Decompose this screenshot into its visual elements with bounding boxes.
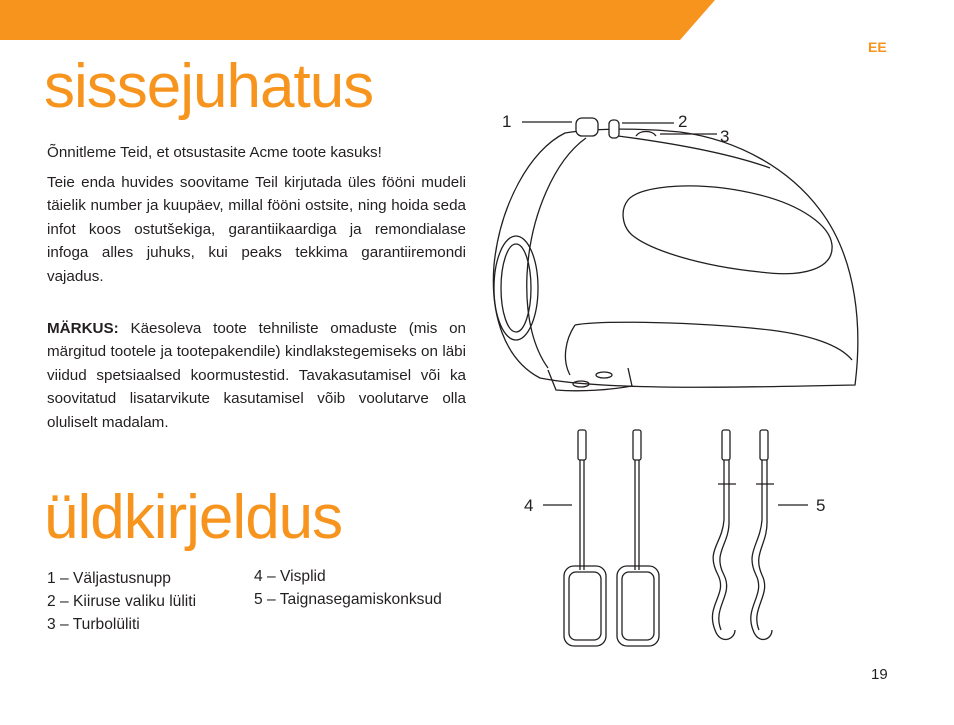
- part-item: 3 – Turbolüliti: [47, 616, 140, 633]
- part-item: 4 – Visplid: [254, 568, 326, 585]
- note-text: Käesoleva toote tehniliste omaduste (mis on märgitud tootele ja tootepakendile) kindlakstegemiseks on läbi viidud spetsiaalsed koormustestid. Tavakasutamisel või ka soovitatud lisatarvikute kasutamisel võib voolutarve olla oluliselt madalam.: [47, 320, 466, 431]
- language-code: EE: [868, 39, 887, 55]
- intro-paragraph-2: Teie enda huvides soovitame Teil kirjutada üles fööni mudeli täielik number ja kuupäev, millal fööni ostsite, ning hoida seda infot koos ostutšekiga, garantiikaardiga ja remondialase infoga alles juhuks, kui peaks tekkima garantiiremondi vajadus.: [47, 174, 466, 285]
- callout-1: 1: [502, 112, 512, 131]
- callout-5: 5: [816, 496, 826, 515]
- callout-3: 3: [720, 127, 730, 146]
- note-label: MÄRKUS:: [47, 320, 119, 337]
- page-number: 19: [871, 666, 888, 683]
- whisk-pair: [564, 430, 659, 646]
- callout-4: 4: [524, 496, 534, 515]
- intro-title: sissejuhatus: [44, 52, 374, 121]
- overview-title: üldkirjeldus: [44, 483, 343, 552]
- part-item: 5 – Taignasegamiskonksud: [254, 591, 442, 608]
- callout-2: 2: [678, 112, 688, 131]
- part-item: 1 – Väljastusnupp: [47, 570, 171, 587]
- part-item: 2 – Kiiruse valiku lüliti: [47, 593, 197, 610]
- intro-paragraph-1: Õnnitleme Teid, et otsustasite Acme toote kasuks!: [47, 144, 382, 161]
- dough-hook-pair: [712, 430, 774, 639]
